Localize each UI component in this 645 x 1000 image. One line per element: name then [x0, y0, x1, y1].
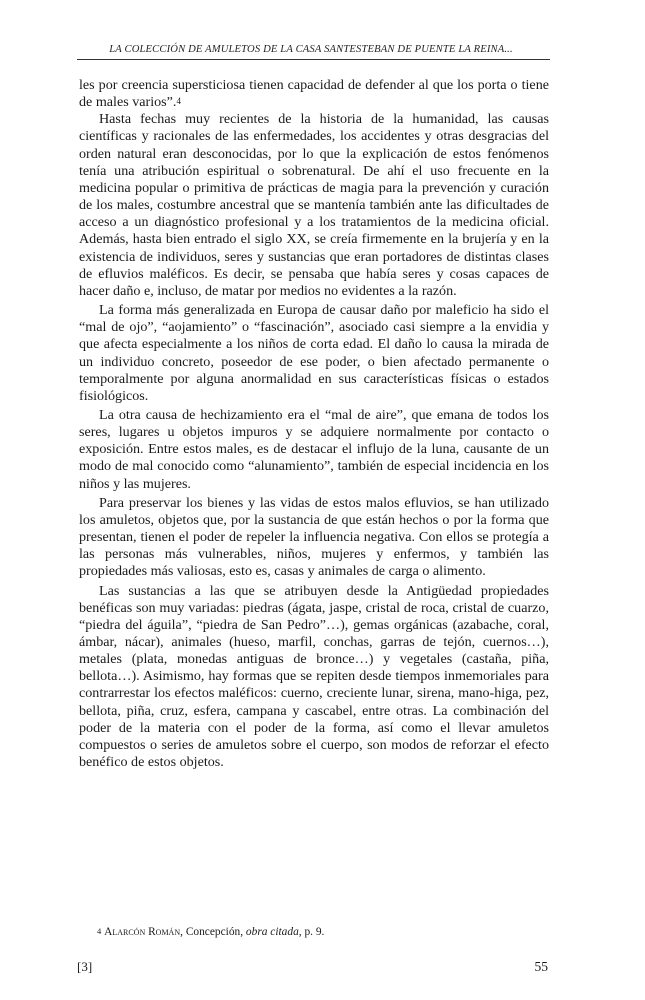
paragraph: La otra causa de hechizamiento era el “mal de aire”, que emana de todos los seres, lugares u objetos impuros y se adquiere normalmente por contacto o exposición. Entre estos males, es de destacar el influjo de la luna, causante de un modo de mal conocido como “alunamiento”, también de especial incidencia en los niños y las mujeres. [79, 406, 549, 492]
paragraph: Para preservar los bienes y las vidas de estos malos efluvios, se han utilizado los amuletos, objetos que, por la sustancia de que están hechos o por la forma que presentan, tienen el poder de repeler la influencia negativa. Con ellos se protegía a las personas más vulnerables, niños, mujeres y enfermos, y también las propiedades más valiosas, esto es, casas y animales de carga o alimento. [79, 494, 549, 580]
paragraph [79, 77, 549, 111]
footnote-number: 4 [97, 926, 102, 936]
paragraph: Las sustancias a las que se atribuyen desde la Antigüedad propiedades benéficas son muy variadas: piedras (ágata, jaspe, cristal de roca, cristal de cuarzo, “piedra del águila”, “piedra de San Pedro”…), gemas orgánicas (azabache, coral, ámbar, nácar), animales (hueso, marfil, conchas, garras de tejón, cuernos…), metales (plata, monedas antiguas de bronce…) y vegetales (castaña, piña, bellota…). Asimismo, hay formas que se repiten desde tiempos inmemoriales para contrarrestar los efectos maléficos: cuerno, creciente lunar, sirena, mano-higa, pez, bellota, piña, cruz, esfera, campana y cascabel, entre otras. La combinación del poder de la materia con el poder de la forma, así como el llevar amuletos compuestos o series de amuletos sobre el cuerpo, son modos de reforzar el efecto benéfico de estos objetos. [79, 582, 549, 771]
paragraph-text: les por creencia supersticiosa tienen capacidad de defender al que los porta o tiene de males varios”. [79, 77, 549, 111]
footnote [97, 926, 547, 938]
running-header: LA COLECCIÓN DE AMULETOS DE LA CASA SANTESTEBAN DE PUENTE LA REINA... [109, 44, 513, 55]
folio-left: [3] [77, 959, 93, 974]
footnote-pages: , p. 9. [298, 926, 325, 938]
body-text [79, 77, 549, 771]
paragraph: La forma más generalizada en Europa de causar daño por maleficio ha sido el “mal de ojo”, “aojamiento” o “fascinación”, asociado casi siempre a la envidia y que afecta especialmente a los niños de corta edad. El daño lo causa la mirada de un individuo concreto, poseedor de ese poder, o bien afectado permanente o temporalmente por alguna anormalidad en sus características físicas o estados fisiológicos. [79, 302, 549, 404]
paragraph: Hasta fechas muy recientes de la historia de la humanidad, las causas científicas y racionales de las enfermedades, los accidentes y otras desgracias del orden natural eran desconocidas, por lo que la explicación de estos fenómenos tenía una atribución espiritual o sobrenatural. De ahí el uso frecuente en la medicina popular o primitiva de prácticas de magia para la prevención y curación de los males, costumbre ancestral que se mantenía también ante las dificultades de acceso a un diagnóstico profesional y a los tratamientos de la medicina oficial. Además, hasta bien entrado el siglo XX, se creía firmemente en la brujería y en la existencia de individuos, seres y sustancias que eran portadores de distintas clases de efluvios maléficos. Es decir, se pensaba que había seres y cosas capaces de hacer daño e, incluso, de matar por medios no evidentes a la razón. [79, 111, 549, 299]
page-number: 55 [534, 959, 548, 974]
footnote-author: Alarcón Román [104, 926, 181, 938]
footnote-reference[interactable]: 4 [176, 96, 181, 107]
header-rule [77, 59, 550, 60]
footnote-author-rest: , Concepción, [180, 926, 246, 938]
footnote-work: obra citada [245, 926, 299, 938]
